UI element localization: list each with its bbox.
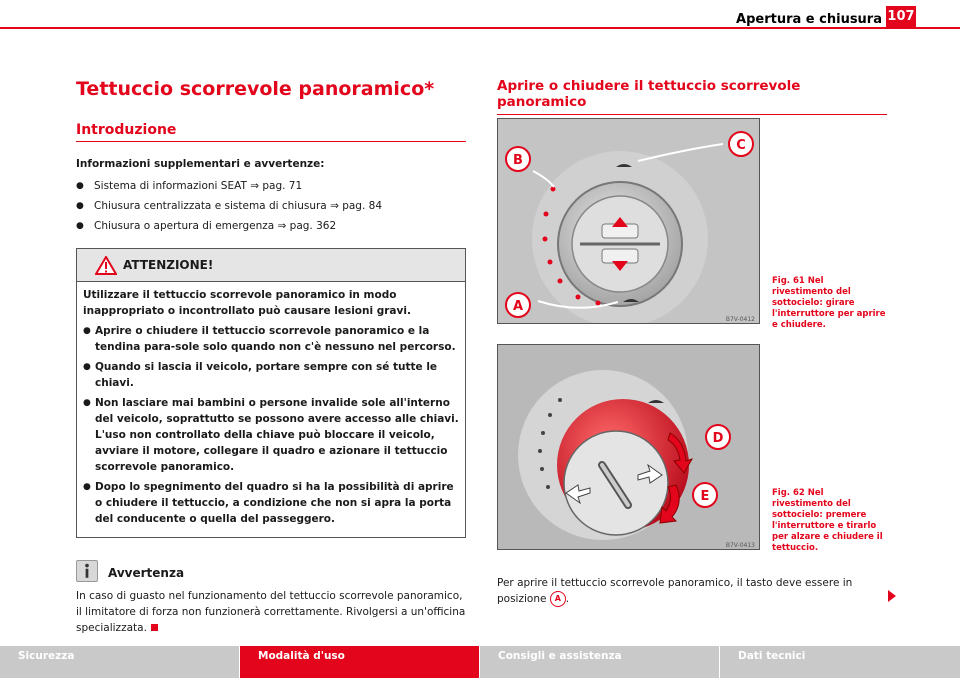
- warning-item: ● Quando si lascia il veicolo, portare sempre con sé tutte le chiavi.: [83, 359, 459, 391]
- warning-box: [76, 248, 466, 538]
- figure-61-caption: Fig. 61 Nel rivestimento del sottocielo: girare l'interruttore per aprire e chiudere.: [772, 276, 886, 330]
- figure-code: B7V-0413: [725, 542, 755, 549]
- warning-item: ● Dopo lo spegnimento del quadro si ha la possibilità di aprire o chiudere il tettuccio, a condizione che non si apra la porta del conducente o quella del passeggero.: [83, 479, 459, 527]
- note-title: Avvertenza: [108, 566, 185, 580]
- figure-code: B7V-0412: [725, 316, 755, 323]
- warning-body: [77, 282, 465, 537]
- info-note-icon: [76, 560, 98, 582]
- warning-header: [77, 249, 465, 282]
- callout-c: [729, 132, 753, 156]
- page-header: [0, 0, 960, 40]
- warning-lead: Utilizzare il tettuccio scorrevole panoramico in modo inappropriato o incontrollato può causare lesioni gravi.: [83, 289, 411, 317]
- push-pull-switch-illustration: [498, 345, 760, 550]
- warning-item: ● Non lasciare mai bambini o persone invalide sole all'interno del veicolo, soprattutto se possono avere accesso alle chiavi. L'uso non controllato della chiave può bloccare il veicolo, avviare il motore, collegare il quadro e azionare il tettuccio scorrevole panoramico.: [83, 395, 459, 475]
- rotary-switch-illustration: [498, 119, 760, 324]
- svg-text:C: C: [736, 138, 746, 153]
- warning-title: ATTENZIONE!: [123, 258, 214, 272]
- note-text: [76, 588, 466, 636]
- figure-61: [497, 118, 760, 324]
- subsection-title: Introduzione: [76, 122, 466, 142]
- svg-text:E: E: [700, 489, 710, 504]
- callout-b: [506, 147, 530, 171]
- svg-text:A: A: [512, 299, 524, 314]
- footer-nav: [0, 646, 960, 678]
- intro-text: Informazioni supplementari e avvertenze:: [76, 158, 325, 170]
- header-rule: [0, 27, 960, 29]
- svg-text:B: B: [513, 153, 523, 168]
- list-item[interactable]: ● Chiusura centralizzata e sistema di chiusura ⇒ pag. 84: [76, 196, 466, 216]
- callout-e: [693, 483, 717, 507]
- list-item[interactable]: ● Chiusura o apertura di emergenza ⇒ pag. 362: [76, 216, 466, 236]
- footer-tab-consigli[interactable]: Consigli e assistenza: [480, 646, 720, 678]
- page-number: 107: [886, 6, 916, 28]
- position-a-reference: A: [550, 591, 566, 607]
- figure-62-caption: Fig. 62 Nel rivestimento del sottocielo: premere l'interruttore e tirarlo per alzare e chiudere il tettuccio.: [772, 488, 883, 553]
- note-text-content: In caso di guasto nel funzionamento del tettuccio scorrevole panoramico, il limitatore di forza non funzionerà correttamente. Rivolgersi a un'officina specializzata.: [76, 590, 466, 634]
- footer-tab-modalita-uso[interactable]: Modalità d'uso: [240, 646, 480, 678]
- callout-a: [506, 293, 530, 317]
- left-column: [76, 78, 466, 636]
- body-end: .: [565, 593, 570, 605]
- procedure-heading: Aprire o chiudere il tettuccio scorrevole panoramico: [497, 78, 887, 115]
- note-header: [76, 552, 466, 582]
- chapter-title: Apertura e chiusura: [736, 12, 882, 27]
- body-paragraph: [497, 575, 887, 607]
- footer-tab-dati-tecnici[interactable]: Dati tecnici: [720, 646, 960, 678]
- reference-list: [76, 176, 466, 236]
- warning-triangle-icon: [95, 256, 117, 275]
- svg-text:D: D: [712, 431, 724, 446]
- list-item[interactable]: ● Sistema di informazioni SEAT ⇒ pag. 71: [76, 176, 466, 196]
- section-title: Tettuccio scorrevole panoramico*: [76, 78, 435, 100]
- end-of-section-mark: [151, 624, 158, 631]
- body-text: Per aprire il tettuccio scorrevole panoramico, il tasto deve essere in posizione: [497, 577, 853, 605]
- callout-d: [706, 425, 730, 449]
- continue-arrow-icon[interactable]: [888, 590, 896, 602]
- footer-tab-sicurezza[interactable]: Sicurezza: [0, 646, 240, 678]
- warning-item: ● Aprire o chiudere il tettuccio scorrevole panoramico e la tendina para-sole solo quando non c'è nessuno nel percorso.: [83, 323, 459, 355]
- right-column: [497, 78, 887, 605]
- figure-62: [497, 344, 760, 550]
